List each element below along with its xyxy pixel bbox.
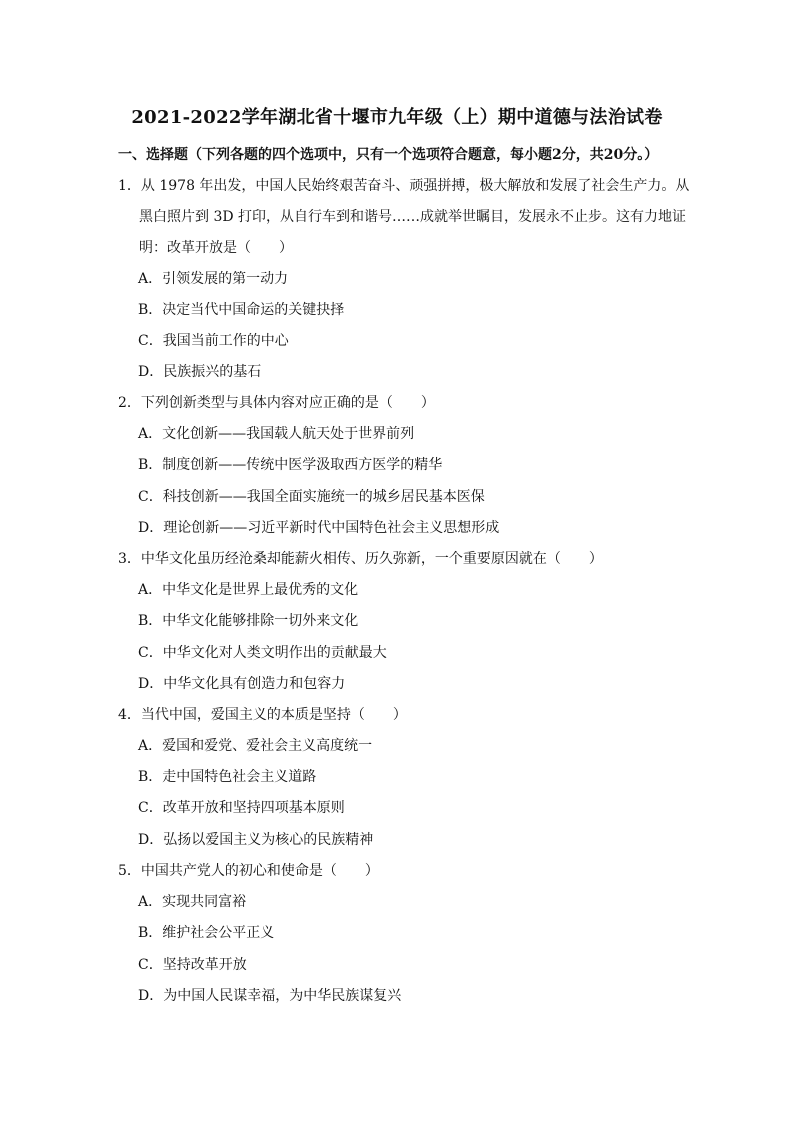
option-d: D．弘扬以爱国主义为核心的民族精神 <box>138 832 374 848</box>
option-c: C．我国当前工作的中心 <box>138 333 289 349</box>
option-d: D．为中国人民谋幸福，为中华民族谋复兴 <box>138 988 402 1004</box>
option-d: D．中华文化具有创造力和包容力 <box>138 676 346 692</box>
question-stem-line: 5．中国共产党人的初心和使命是（ ） <box>118 863 379 879</box>
option-c: C．改革开放和坚持四项基本原则 <box>138 800 345 816</box>
option-a: A．引领发展的第一动力 <box>138 271 289 287</box>
option-c: C．中华文化对人类文明作出的贡献最大 <box>138 645 387 661</box>
option-b: B．决定当代中国命运的关键抉择 <box>138 302 345 318</box>
question-stem-line: 黑白照片到 3D 打印，从自行车到和谐号……成就举世瞩目，发展永不止步。这有力地证 <box>139 209 687 225</box>
option-b: B．维护社会公平正义 <box>138 925 275 941</box>
option-b: B．走中国特色社会主义道路 <box>138 769 317 785</box>
section-heading: 一、选择题（下列各题的四个选项中，只有一个选项符合题意，每小题2分，共20分。） <box>118 147 659 163</box>
question-stem-line: 3．中华文化虽历经沧桑却能薪火相传、历久弥新，一个重要原因就在（ ） <box>118 551 603 567</box>
option-a: A．爱国和爱党、爱社会主义高度统一 <box>138 738 373 754</box>
option-d: D．民族振兴的基石 <box>138 364 262 380</box>
option-a: A．中华文化是世界上最优秀的文化 <box>138 582 359 598</box>
question-stem-line: 明：改革开放是（ ） <box>139 240 293 256</box>
option-a: A．文化创新——我国载人航天处于世界前列 <box>138 426 415 442</box>
option-d: D．理论创新——习近平新时代中国特色社会主义思想形成 <box>138 520 500 536</box>
option-b: B．制度创新——传统中医学汲取西方医学的精华 <box>138 457 443 473</box>
option-b: B．中华文化能够排除一切外来文化 <box>138 613 359 629</box>
question-stem-line: 1．从 1978 年出发，中国人民始终艰苦奋斗、顽强拼搏，极大解放和发展了社会生产力。从 <box>118 178 690 194</box>
option-c: C．科技创新——我国全面实施统一的城乡居民基本医保 <box>138 489 485 505</box>
question-stem-line: 4．当代中国，爱国主义的本质是坚持（ ） <box>118 707 407 723</box>
exam-title: 2021-2022学年湖北省十堰市九年级（上）期中道德与法治试卷 <box>131 107 663 128</box>
option-a: A．实现共同富裕 <box>138 894 247 910</box>
option-c: C．坚持改革开放 <box>138 957 247 973</box>
question-stem-line: 2．下列创新类型与具体内容对应正确的是（ ） <box>118 395 435 411</box>
